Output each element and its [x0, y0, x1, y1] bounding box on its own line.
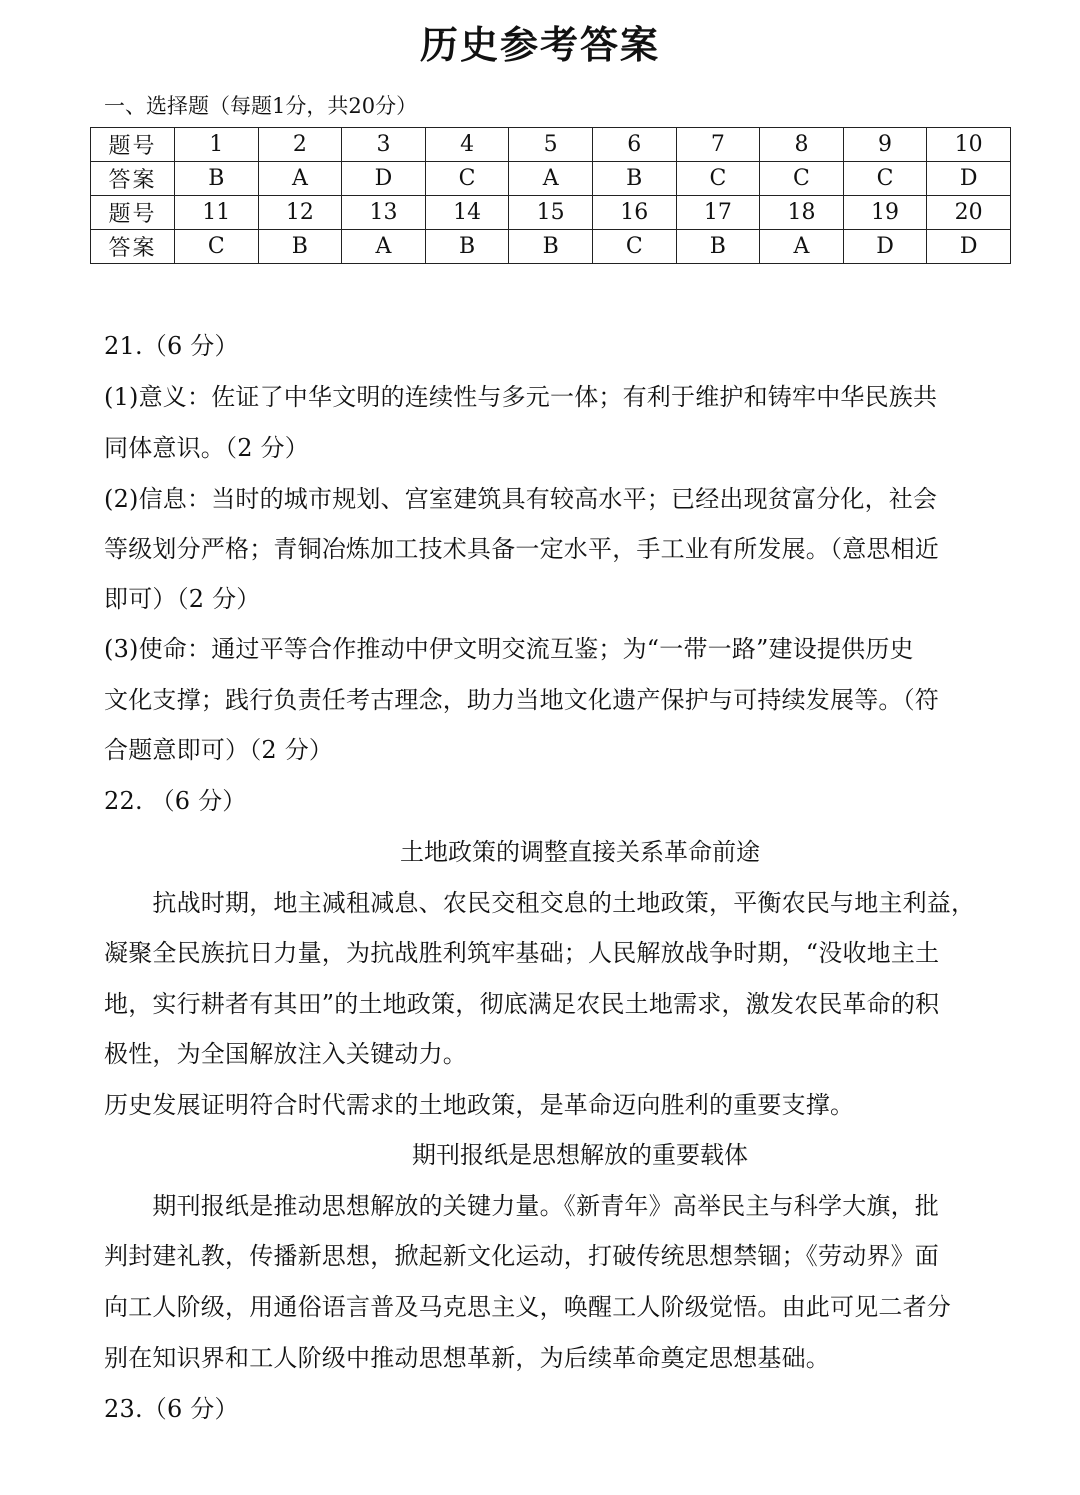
q21-line: (1)意义：佐证了中华文明的连续性与多元一体；有利于维护和铸牢中华民族共 [104, 383, 938, 411]
q22-essay1-line: 抗战时期，地主减租减息、农民交租交息的土地政策，平衡农民与地主利益， [104, 889, 976, 917]
answer-table-cell: D [927, 162, 1011, 196]
answer-table-row-header: 答案 [91, 230, 175, 264]
q21-line: (2)信息：当时的城市规划、宫室建筑具有较高水平；已经出现贫富分化，社会 [104, 485, 938, 513]
answer-table-cell: 16 [592, 196, 676, 230]
q22-essay2-line: 别在知识界和工人阶级中推动思想革新，为后续革命奠定思想基础。 [104, 1344, 830, 1372]
answer-table-cell: A [760, 230, 844, 264]
answer-table-row [91, 128, 1011, 162]
answer-table-cell: C [843, 162, 927, 196]
q21-line: 即可）（2 分） [104, 585, 261, 613]
answer-table-cell: C [425, 162, 509, 196]
answer-table-cell: 18 [760, 196, 844, 230]
answer-table-cell: C [676, 162, 760, 196]
answer-table-cell: B [509, 230, 593, 264]
answer-table-cell: 1 [175, 128, 259, 162]
answer-table-cell: B [258, 230, 342, 264]
answer-table-cell: 4 [425, 128, 509, 162]
answer-table-cell: 17 [676, 196, 760, 230]
answer-table-row-header: 答案 [91, 162, 175, 196]
answer-table-cell: 11 [175, 196, 259, 230]
answer-table-cell: 8 [760, 128, 844, 162]
answer-table-cell: B [425, 230, 509, 264]
q22-essay2-line: 向工人阶级，用通俗语言普及马克思主义，唤醒工人阶级觉悟。由此可见二者分 [104, 1293, 951, 1321]
answer-table-cell: 20 [927, 196, 1011, 230]
answer-table-cell: A [258, 162, 342, 196]
q21-line: 同体意识。（2 分） [104, 434, 309, 462]
answer-table-cell: C [175, 230, 259, 264]
q22-essay1-line: 极性，为全国解放注入关键动力。 [104, 1040, 467, 1068]
page-title: 历史参考答案 [419, 23, 660, 67]
q21-line: 等级划分严格；青铜冶炼加工技术具备一定水平，手工业有所发展。（意思相近 [104, 535, 939, 563]
answer-table-row [91, 196, 1011, 230]
answer-table-cell: 6 [592, 128, 676, 162]
answer-table-cell: 9 [843, 128, 927, 162]
q22-essay1-line: 历史发展证明符合时代需求的土地政策，是革命迈向胜利的重要支撑。 [104, 1091, 855, 1119]
answer-table-cell: 15 [509, 196, 593, 230]
q22-essay2-line: 期刊报纸是推动思想解放的关键力量。《新青年》高举民主与科学大旗，批 [104, 1192, 939, 1220]
answer-table-cell: 13 [342, 196, 426, 230]
q22-essay1-line: 凝聚全民族抗日力量，为抗战胜利筑牢基础；人民解放战争时期，“没收地主土 [104, 939, 940, 967]
section-heading-multiple-choice: 一、选择题（每题1分，共20分） [104, 94, 418, 118]
answer-table-cell: 19 [843, 196, 927, 230]
answer-table-row-header: 题号 [91, 196, 175, 230]
answer-table-cell: D [843, 230, 927, 264]
q22-essay1-line: 地，实行耕者有其田”的土地政策，彻底满足农民土地需求，激发农民革命的积 [104, 990, 940, 1018]
q21-line: 文化支撑；践行负责任考古理念，助力当地文化遗产保护与可持续发展等。（符 [104, 686, 939, 714]
answer-table-cell: D [927, 230, 1011, 264]
q21-line: 合题意即可）（2 分） [104, 736, 334, 764]
answer-table-cell: 7 [676, 128, 760, 162]
q21-header: 21.（6 分） [104, 332, 239, 360]
q22-essay1-title: 土地政策的调整直接关系革命前途 [400, 838, 760, 866]
q22-essay2-line: 判封建礼教，传播新思想，掀起新文化运动，打破传统思想禁锢；《劳动界》面 [104, 1242, 939, 1270]
q23-header: 23.（6 分） [104, 1395, 239, 1423]
answer-table-cell: D [342, 162, 426, 196]
answer-table-cell: A [342, 230, 426, 264]
answer-table-cell: 3 [342, 128, 426, 162]
answer-table-cell: 12 [258, 196, 342, 230]
answer-table-row [91, 230, 1011, 264]
q22-essay2-title: 期刊报纸是思想解放的重要载体 [412, 1141, 748, 1169]
answer-table-cell: 10 [927, 128, 1011, 162]
answer-table-cell: 2 [258, 128, 342, 162]
answer-table [90, 127, 1011, 264]
answer-table-cell: A [509, 162, 593, 196]
answer-table-cell: 14 [425, 196, 509, 230]
answer-table-cell: B [592, 162, 676, 196]
answer-table-cell: C [592, 230, 676, 264]
answer-table-cell: B [676, 230, 760, 264]
answer-table-row [91, 162, 1011, 196]
answer-table-cell: 5 [509, 128, 593, 162]
answer-table-cell: C [760, 162, 844, 196]
q22-header: 22. （6 分） [104, 787, 247, 815]
answer-table-cell: B [175, 162, 259, 196]
answer-table-row-header: 题号 [91, 128, 175, 162]
q21-line: (3)使命：通过平等合作推动中伊文明交流互鉴；为“一带一路”建设提供历史 [104, 635, 914, 663]
